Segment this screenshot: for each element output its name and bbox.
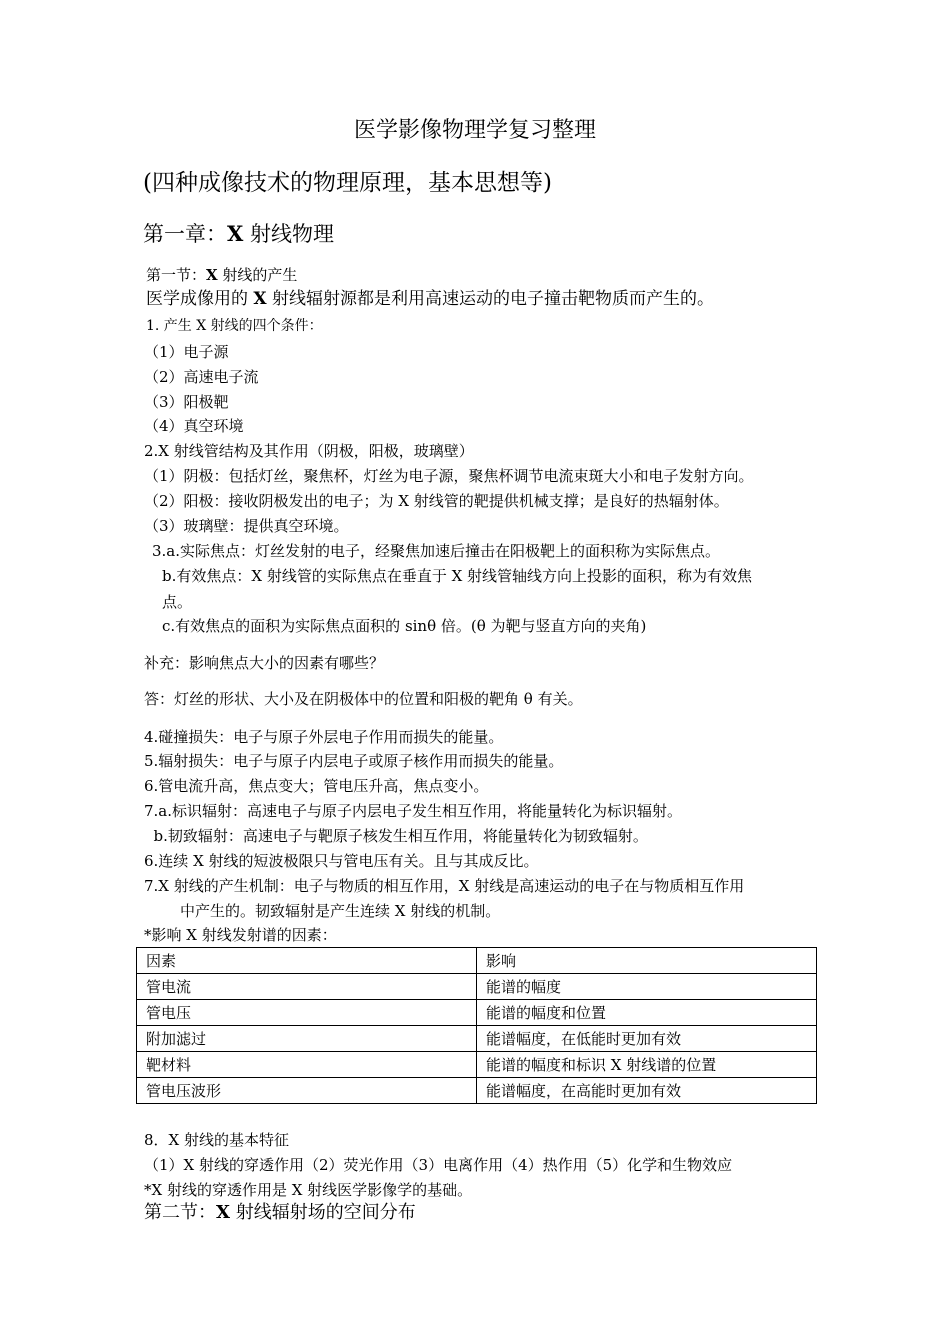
- section1-heading: [146, 266, 297, 284]
- effect-cell: 能谱幅度，在高能时更加有效: [477, 1078, 817, 1104]
- item3-effective-focus-cont: 点。: [162, 593, 193, 611]
- chapter-heading: [143, 221, 334, 247]
- list-item: 7.a.标识辐射：高速电子与原子内层电子发生相互作用，将能量转化为标识辐射。: [144, 802, 683, 820]
- list-item-cont: 中产生的。韧致辐射是产生连续 X 射线的机制。: [180, 902, 501, 920]
- condition-item: （1）电子源: [144, 343, 229, 361]
- table-header-row: [137, 948, 817, 974]
- list-item: 6.管电流升高，焦点变大；管电压升高，焦点变小。: [144, 777, 489, 795]
- section2-suffix: 射线辐射场的空间分布: [229, 1202, 416, 1223]
- condition-item: （2）高速电子流: [144, 368, 259, 386]
- intro-b: 射线辐射源都是利用高速运动的电子撞击靶物质而产生的。: [266, 289, 715, 309]
- factor-cell: 管电压: [137, 1000, 477, 1026]
- item2-line: （2）阳极：接收阴极发出的电子；为 X 射线管的靶提供机械支撑；是良好的热辐射体。: [144, 492, 729, 510]
- list-item: 4.碰撞损失：电子与原子外层电子作用而损失的能量。: [144, 728, 504, 746]
- item8-effects: （1）X 射线的穿透作用（2）荧光作用（3）电离作用（4）热作用（5）化学和生物效应: [144, 1156, 733, 1174]
- item1-heading: 1. 产生 X 射线的四个条件：: [146, 318, 323, 334]
- chapter-suffix: 射线物理: [243, 222, 334, 246]
- supplement-answer: 答：灯丝的形状、大小及在阴极体中的位置和阳极的靶角 θ 有关。: [144, 690, 583, 708]
- factors-table: [136, 947, 817, 1104]
- effect-cell: 能谱的幅度和位置: [477, 1000, 817, 1026]
- item3-focus-area-relation: c.有效焦点的面积为实际焦点面积的 sinθ 倍。(θ 为靶与竖直方向的夹角): [162, 617, 647, 635]
- table-row: [137, 1026, 817, 1052]
- chapter-x: X: [227, 221, 244, 246]
- header-cell-factor: 因素: [137, 948, 477, 974]
- item3-actual-focus: 3.a.实际焦点：灯丝发射的电子，经聚焦加速后撞击在阳极靶上的面积称为实际焦点。: [152, 542, 721, 560]
- table-row: [137, 1078, 817, 1104]
- item2-heading: 2.X 射线管结构及其作用（阴极，阳极，玻璃壁）: [144, 442, 474, 460]
- list-item: b.韧致辐射：高速电子与靶原子核发生相互作用，将能量转化为韧致辐射。: [144, 827, 648, 845]
- table-row: [137, 1000, 817, 1026]
- factor-cell: 管电压波形: [137, 1078, 477, 1104]
- supplement-question: 补充：影响焦点大小的因素有哪些？: [144, 654, 385, 672]
- list-item: 5.辐射损失：电子与原子内层电子或原子核作用而损失的能量。: [144, 752, 564, 770]
- factor-cell: 附加滤过: [137, 1026, 477, 1052]
- item8-heading: 8．X 射线的基本特征: [144, 1131, 289, 1149]
- condition-item: （4）真空环境: [144, 417, 244, 435]
- factor-cell: 管电流: [137, 974, 477, 1000]
- condition-item: （3）阳极靶: [144, 393, 229, 411]
- list-item: 6.连续 X 射线的短波极限只与管电压有关。且与其成反比。: [144, 852, 539, 870]
- intro-x: X: [253, 289, 267, 309]
- section2-prefix: 第二节：: [144, 1202, 216, 1223]
- item3-effective-focus: b.有效焦点：X 射线管的实际焦点在垂直于 X 射线管轴线方向上投影的面积，称为有效焦: [162, 567, 753, 585]
- intro-paragraph: [146, 289, 714, 309]
- intro-a: 医学成像用的: [146, 289, 254, 309]
- table-row: [137, 974, 817, 1000]
- document-subtitle: (四种成像技术的物理原理，基本思想等): [143, 170, 552, 196]
- effect-cell: 能谱幅度，在低能时更加有效: [477, 1026, 817, 1052]
- document-title: 医学影像物理学复习整理: [353, 118, 596, 143]
- factor-cell: 靶材料: [137, 1052, 477, 1078]
- table-caption: *影响 X 射线发射谱的因素：: [144, 926, 337, 944]
- section1-prefix: 第一节：: [146, 266, 207, 284]
- section2-heading: [144, 1202, 416, 1224]
- section2-x: X: [216, 1202, 230, 1223]
- effect-cell: 能谱的幅度: [477, 974, 817, 1000]
- list-item: 7.X 射线的产生机制：电子与物质的相互作用，X 射线是高速运动的电子在与物质相互作用: [144, 877, 745, 895]
- effect-cell: 能谱的幅度和标识 X 射线谱的位置: [477, 1052, 817, 1078]
- table-row: [137, 1052, 817, 1078]
- header-cell-effect: 影响: [477, 948, 817, 974]
- section1-x: X: [206, 266, 218, 284]
- item2-line: （3）玻璃壁：提供真空环境。: [144, 517, 349, 535]
- item8-note: *X 射线的穿透作用是 X 射线医学影像学的基础。: [144, 1181, 473, 1199]
- section1-suffix: 射线的产生: [217, 266, 298, 284]
- item2-line: （1）阴极：包括灯丝，聚焦杯，灯丝为电子源，聚焦杯调节电流束斑大小和电子发射方向。: [144, 467, 754, 485]
- chapter-prefix: 第一章：: [143, 222, 227, 246]
